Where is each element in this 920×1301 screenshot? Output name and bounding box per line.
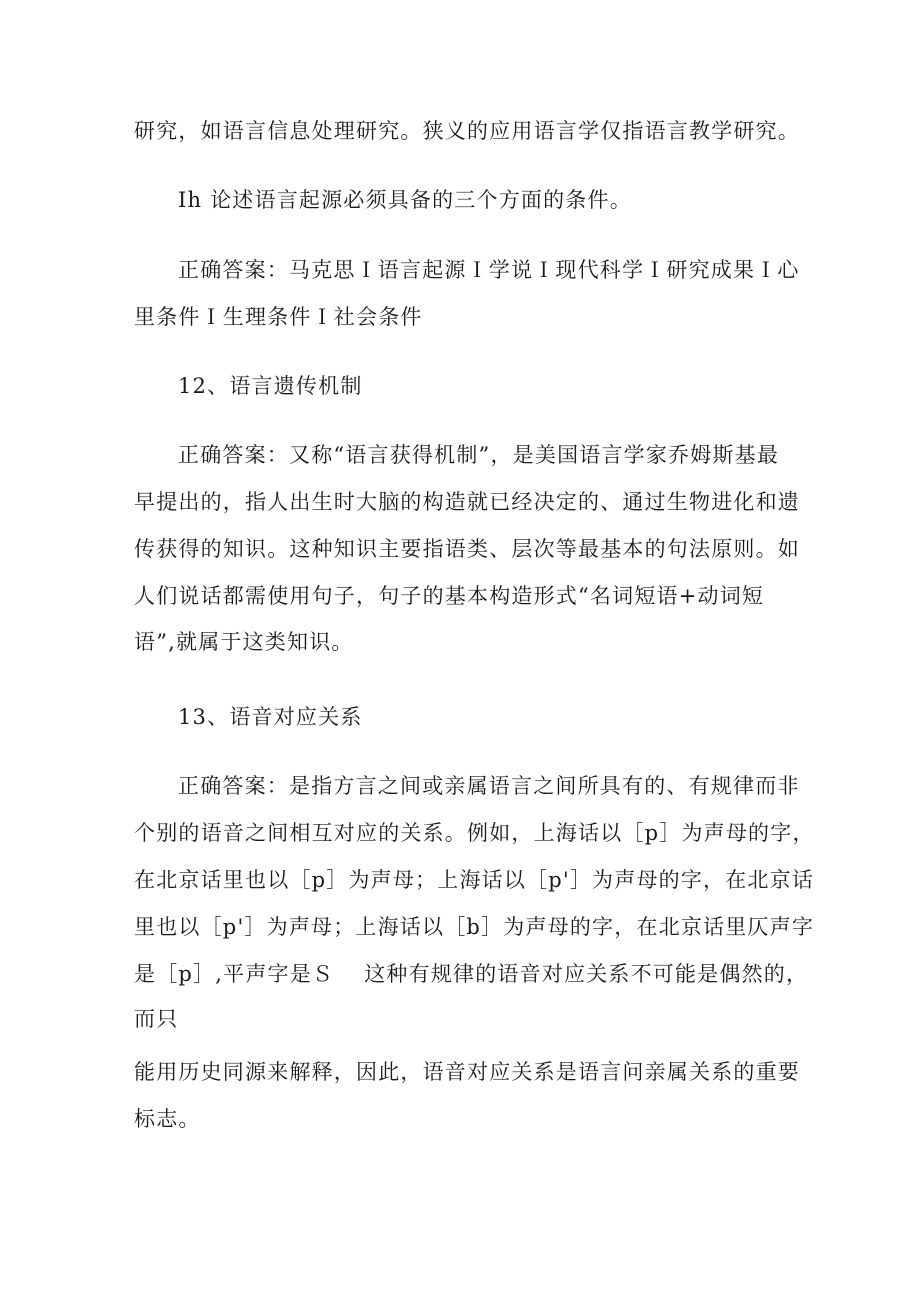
answer-line: 正确答案：又称“语言获得机制”，是美国语言学家乔姆斯基最 [178, 443, 780, 467]
answer-line: 标志。 [134, 1107, 201, 1131]
answer-line: 是［p］,平声字是Ｓ 这种有规律的语音对应关系不可能是偶然的， [134, 962, 809, 986]
answer-line: 传获得的知识。这种知识主要指语类、层次等最基本的句法原则。如 [134, 537, 800, 561]
answer-line: 在北京话里也以［p］为声母；上海话以［p'］为声母的字，在北京话 [134, 868, 815, 892]
answer-line: 正确答案：是指方言之间或亲属语言之间所具有的、有规律而非 [178, 774, 800, 798]
answer-line: 里也以［p'］为声母；上海话以［b］为声母的字，在北京话里仄声字 [134, 915, 815, 939]
paragraph-line: 研究，如语言信息处理研究。狭义的应用语言学仅指语言教学研究。 [134, 119, 800, 143]
question-heading: Ih 论述语言起源必须具备的三个方面的条件。 [178, 188, 632, 212]
answer-line: 早提出的，指人出生时大脑的构造就已经决定的、通过生物进化和遗 [134, 490, 800, 514]
question-heading: 13、语音对应关系 [178, 705, 363, 729]
answer-line: 语”,就属于这类知识。 [134, 630, 354, 654]
answer-line: 能用历史同源来解释，因此，语音对应关系是语言问亲属关系的重要 [134, 1060, 800, 1084]
answer-line: 人们说话都需使用句子，句子的基本构造形式“名词短语+动词短 [134, 584, 765, 608]
answer-line: 里条件Ｉ生理条件Ｉ社会条件 [134, 305, 423, 329]
answer-line: 个别的语音之间相互对应的关系。例如，上海话以［p］为声母的字， [134, 821, 815, 845]
answer-line: 正确答案：马克思Ｉ语言起源Ｉ学说Ｉ现代科学Ｉ研究成果Ｉ心 [178, 258, 800, 282]
answer-line: 而只 [134, 1007, 179, 1031]
question-heading: 12、语言遗传机制 [178, 374, 363, 398]
